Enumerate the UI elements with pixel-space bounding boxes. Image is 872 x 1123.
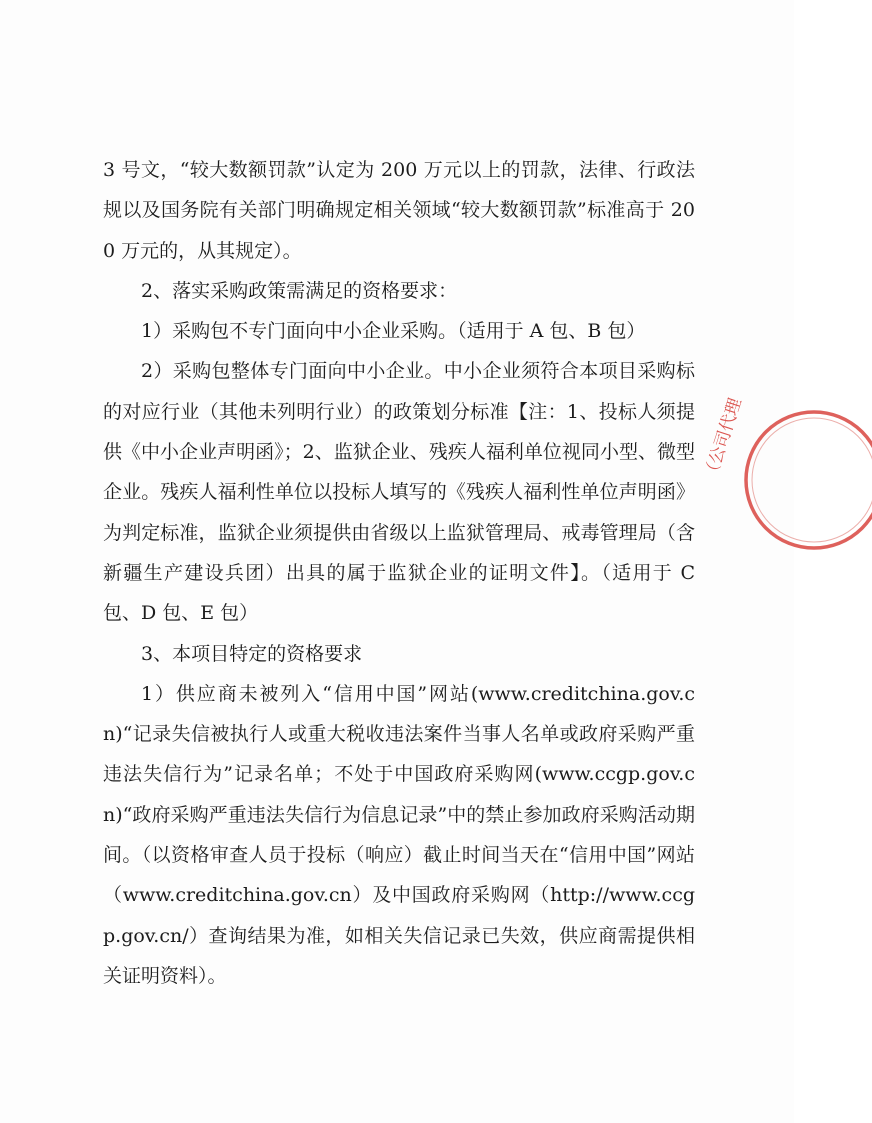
document-body bbox=[103, 150, 695, 996]
paragraph-credit-record-requirement: 1）供应商未被列入“信用中国”网站(www.creditchina.gov.cn)“记录失信被执行人或重大税收违法案件当事人名单或政府采购严重违法失信行为”记录名单；不处于中国政府采购网(www.ccgp.gov.cn)“政府采购严重违法失信行为信息记录”中的禁止参加政府采购活动期间。（以资格审查人员于投标（响应）截止时间当天在“信用中国”网站（www.creditchina.gov.cn）及中国政府采购网（http://www.ccgp.gov.cn/）查询结果为准，如相关失信记录已失效，供应商需提供相关证明资料）。 bbox=[103, 682, 695, 987]
official-seal-stamp bbox=[700, 395, 872, 563]
seal-text: （公司代理 bbox=[700, 395, 746, 483]
paragraph-penalty-definition: 3 号文，“较大数额罚款”认定为 200 万元以上的罚款，法律、行政法规以及国务院有关部门明确规定相关领域“较大数额罚款”标准高于 200 万元的，从其规定）。 bbox=[103, 159, 695, 262]
paragraph-policy-requirements-heading: 2、落实采购政策需满足的资格要求： bbox=[141, 279, 458, 302]
paragraph-specific-requirements-heading: 3、本项目特定的资格要求 bbox=[141, 642, 363, 665]
paragraph-non-sme-package: 1）采购包不专门面向中小企业采购。（适用于 A 包、B 包） bbox=[141, 320, 646, 343]
paragraph-sme-package: 2）采购包整体专门面向中小企业。中小企业须符合本项目采购标的对应行业（其他未列明行业）的政策划分标准【注：1、投标人须提供《中小企业声明函》；2、监狱企业、残疾人福利单位视同小型、微型企业。残疾人福利性单位以投标人填写的《残疾人福利性单位声明函》为判定标准，监狱企业须提供由省级以上监狱管理局、戒毒管理局（含新疆生产建设兵团）出具的属于监狱企业的证明文件】。（适用于 C 包、D 包、E 包） bbox=[103, 360, 695, 625]
